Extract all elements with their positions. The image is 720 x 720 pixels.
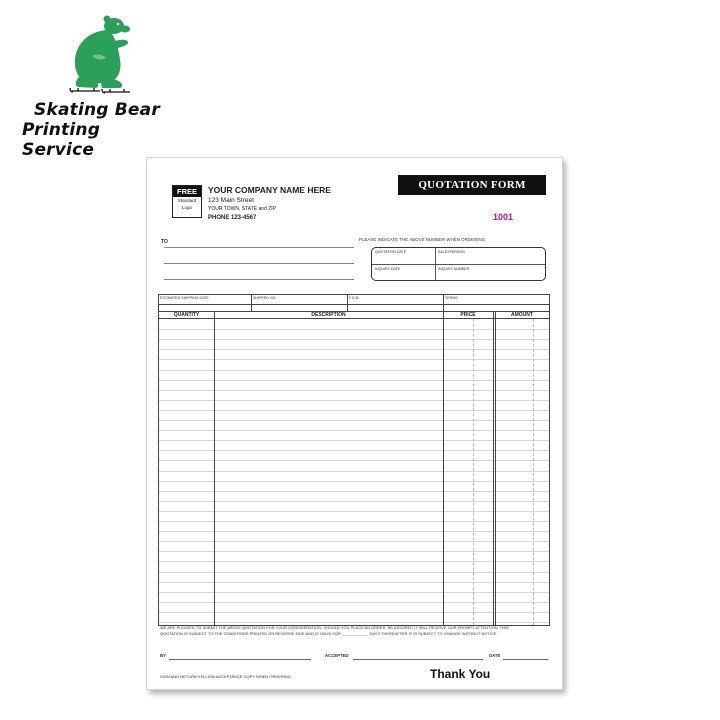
line-item-rows <box>159 319 549 625</box>
form-number: 1001 <box>493 212 514 222</box>
row-rule <box>159 440 549 441</box>
row-rule <box>159 339 549 340</box>
row-rule <box>159 582 549 583</box>
row-rule <box>159 370 549 371</box>
accepted-signature-line <box>353 659 483 660</box>
divider <box>372 264 545 265</box>
quotation-form-sheet <box>146 157 563 690</box>
column-header-price: PRICE <box>460 312 476 318</box>
by-label: BY <box>160 653 166 658</box>
order-notice: PLEASE INDICATE THE ABOVE NUMBER WHEN ORDERING <box>359 237 486 242</box>
form-title-text: QUOTATION FORM <box>418 179 526 191</box>
row-rule <box>159 622 549 623</box>
footer-terms-line1: WE ARE PLEASED TO SUBMIT THE ABOVE QUOTATION FOR YOUR CONSIDERATION. SHOULD YOU PLACE AN ORDER, BE ASSURED IT WILL RECEIVE OUR PROMPT ATTENTION. THIS <box>160 625 509 630</box>
column-header-description: DESCRIPTION <box>311 312 346 318</box>
row-rule <box>159 592 549 593</box>
quotation-details-box <box>371 247 546 281</box>
brand-name-line2: Printing Service <box>22 120 101 160</box>
by-signature-line <box>169 659 311 660</box>
column-divider <box>214 312 215 625</box>
ship-header: F.O.B. <box>349 296 359 300</box>
free-logo-sub2: Logo <box>181 205 192 210</box>
free-logo-box <box>172 185 202 218</box>
quotation-date-label: QUOTATION DATE <box>375 250 407 254</box>
ship-header: ESTIMATED SHIPPING DATE <box>160 296 209 300</box>
form-title <box>398 175 546 195</box>
row-rule <box>159 460 549 461</box>
column-divider <box>443 312 444 625</box>
row-rule <box>159 612 549 613</box>
to-label: TO <box>161 239 168 245</box>
column-divider <box>493 312 494 625</box>
cents-divider <box>473 319 474 625</box>
row-rule <box>159 359 549 360</box>
divider <box>251 305 252 312</box>
date-label: DATE <box>489 653 501 658</box>
company-phone: PHONE 123-4567 <box>208 215 257 221</box>
row-rule <box>159 561 549 562</box>
column-divider <box>495 312 496 625</box>
cents-divider <box>533 319 534 625</box>
inquiry-number-label: INQUIRY NUMBER <box>438 267 470 271</box>
ship-header: SHIPPED VIA <box>253 296 276 300</box>
company-name: YOUR COMPANY NAME HERE <box>208 185 331 195</box>
row-rule <box>159 491 549 492</box>
to-address-line <box>164 263 354 264</box>
row-rule <box>159 410 549 411</box>
column-header-row <box>159 312 549 319</box>
row-rule <box>159 380 549 381</box>
row-rule <box>159 521 549 522</box>
row-rule <box>159 531 549 532</box>
date-line <box>503 659 548 660</box>
thank-you-text: Thank You <box>430 667 491 681</box>
row-rule <box>159 602 549 603</box>
row-rule <box>159 551 549 552</box>
line-items-table <box>158 294 550 626</box>
to-address-line <box>164 279 354 280</box>
row-rule <box>159 390 549 391</box>
company-info <box>208 185 388 223</box>
row-rule <box>159 572 549 573</box>
divider <box>435 248 436 280</box>
column-header-quantity: QUANTITY <box>173 312 200 318</box>
salesperson-label: SALESPERSON <box>438 250 465 254</box>
row-rule <box>159 501 549 502</box>
divider <box>443 305 444 312</box>
inquiry-date-label: INQUIRY DATE <box>375 267 401 271</box>
skating-bear-icon <box>66 14 134 96</box>
row-rule <box>159 511 549 512</box>
company-street: 123 Main Street <box>208 197 254 204</box>
column-header-amount: AMOUNT <box>511 312 533 318</box>
accepted-label: ACCEPTED <box>325 653 349 658</box>
free-logo-sub1: Standard <box>177 198 197 203</box>
company-town: YOUR TOWN, STATE and ZIP <box>208 206 276 212</box>
row-rule <box>159 349 549 350</box>
shipping-header-row <box>159 295 549 305</box>
row-rule <box>159 400 549 401</box>
divider <box>347 305 348 312</box>
row-rule <box>159 481 549 482</box>
brand-logo <box>20 14 170 160</box>
return-note: SIGN AND RETURN YELLOW ACCEPTANCE COPY WHEN ORDERING. <box>160 674 293 679</box>
brand-name-line1: Skating Bear <box>34 100 160 120</box>
brand-name <box>20 100 170 160</box>
row-rule <box>159 430 549 431</box>
shipping-values-row <box>159 305 549 312</box>
row-rule <box>159 450 549 451</box>
row-rule <box>159 541 549 542</box>
footer-terms-line2: QUOTATION IS SUBJECT TO THE CONDITIONS PRINTED ON REVERSE SIDE AND IS VALID FOR ____________ DAYS THEREAFTER IT IS SUBJECT TO CHANGE WITHOUT NOTICE <box>160 631 497 636</box>
row-rule <box>159 471 549 472</box>
row-rule <box>159 329 549 330</box>
ship-header: TERMS <box>445 296 458 300</box>
to-address-line <box>164 247 354 248</box>
row-rule <box>159 420 549 421</box>
free-logo-label: FREE <box>173 186 201 197</box>
